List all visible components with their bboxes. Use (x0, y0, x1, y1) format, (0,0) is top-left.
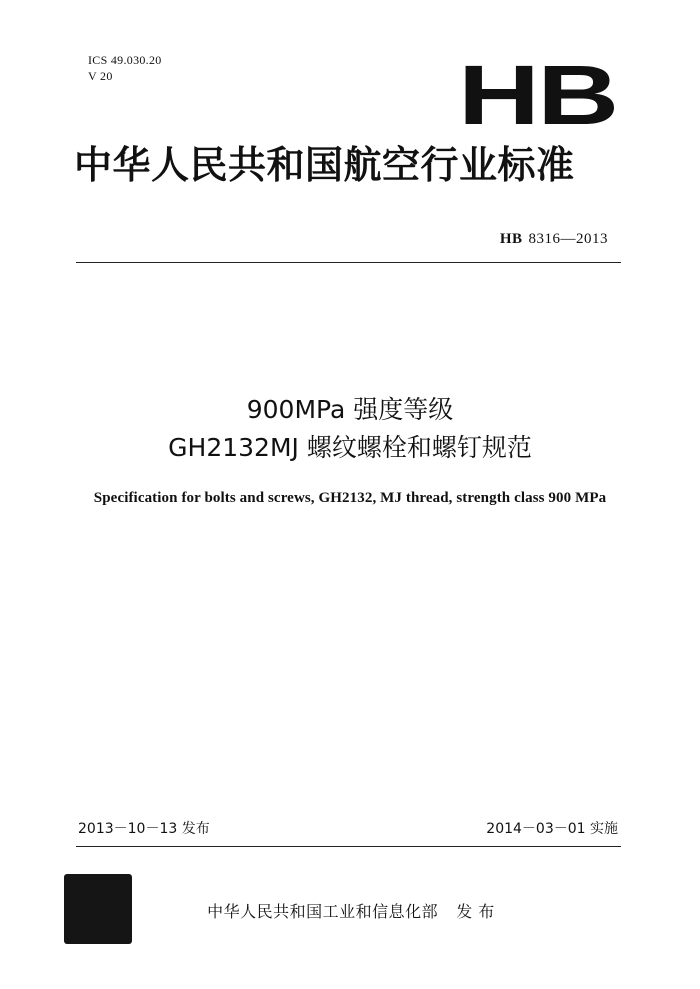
issue-date: 2013－10－13 发布 (78, 821, 210, 837)
title-chinese-line-1: 900MPa 强度等级 (246, 395, 454, 424)
barcode-sticker (64, 874, 132, 944)
publisher-name: 中华人民共和国工业和信息化部 (207, 902, 439, 921)
standard-number (491, 214, 608, 248)
bottom-divider (76, 846, 621, 847)
title-english: Specification for bolts and screws, GH2132, MJ thread, strength class 900 MPa (93, 490, 607, 506)
ccs-code: V 20 (88, 69, 113, 83)
publisher-line (196, 880, 495, 922)
implementation-date: 2014－03－01 实施 (486, 821, 618, 837)
hb-logo: HB (458, 48, 617, 142)
issuing-body-title: 中华人民共和国航空行业标准 (74, 143, 575, 187)
title-chinese-line-2: GH2132MJ 螺纹螺栓和螺钉规范 (168, 433, 532, 462)
publish-action: 发 布 (456, 902, 495, 921)
top-divider (76, 262, 621, 263)
ics-code: ICS 49.030.20 (88, 53, 162, 67)
classification-codes (88, 52, 162, 84)
standard-number-value: 8316—2013 (528, 231, 608, 247)
standard-number-prefix: HB (499, 231, 523, 247)
